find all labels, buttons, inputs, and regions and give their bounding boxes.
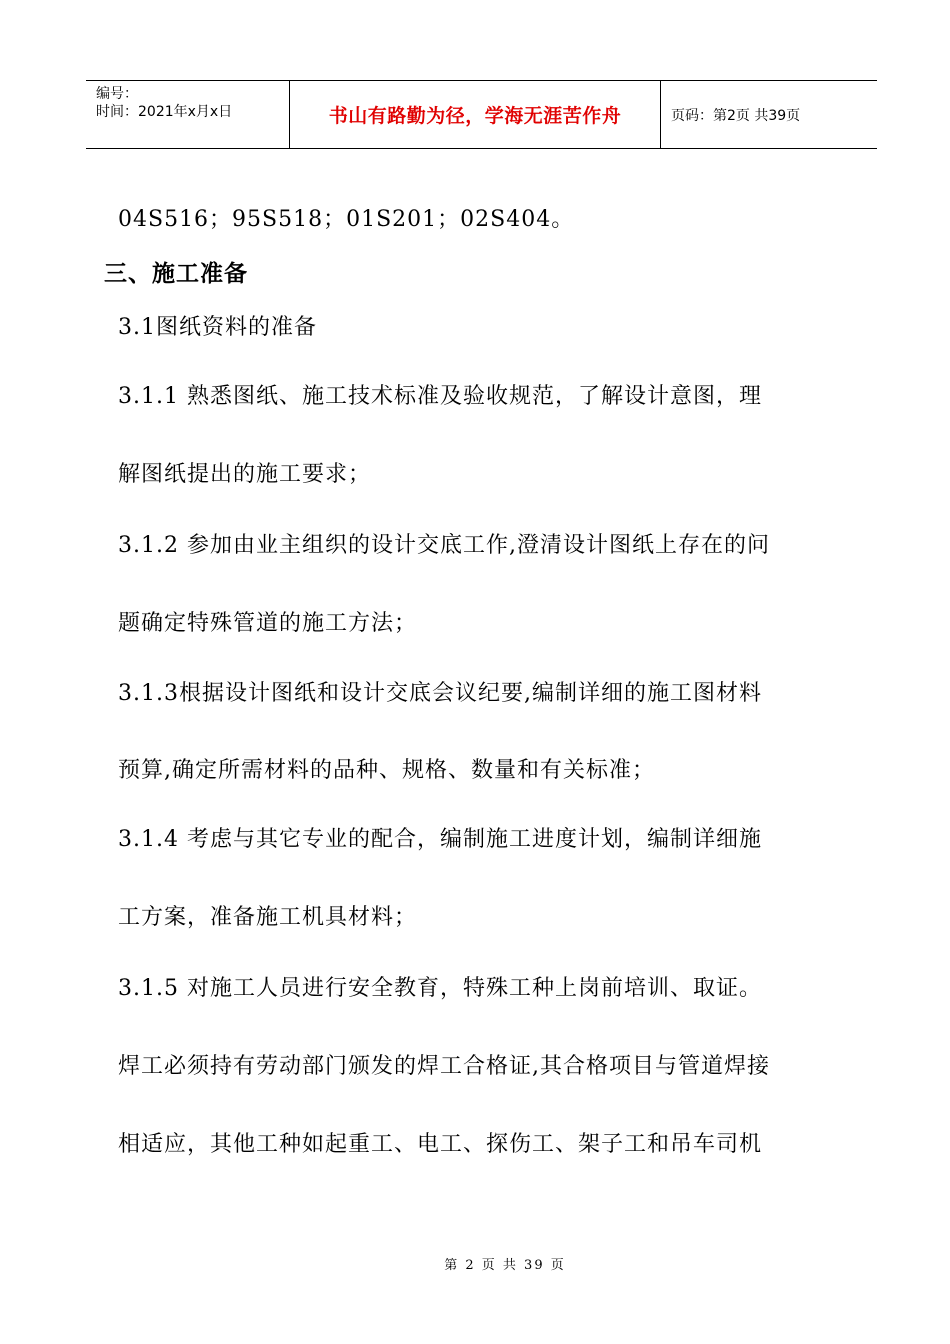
body-line: 3.1.3根据设计图纸和设计交底会议纪要,编制详细的施工图材料 bbox=[118, 681, 762, 706]
body-line: 3.1.5 对施工人员进行安全教育，特殊工种上岗前培训、取证。 bbox=[118, 976, 762, 1001]
body-line: 3.1.2 参加由业主组织的设计交底工作,澄清设计图纸上存在的问 bbox=[118, 533, 770, 558]
document-number: 编号： bbox=[96, 86, 138, 102]
body-line: 解图纸提出的施工要求； bbox=[118, 462, 372, 487]
body-line: 题确定特殊管道的施工方法； bbox=[118, 611, 418, 636]
body-line: 3.1.4 考虑与其它专业的配合，编制施工进度计划，编制详细施 bbox=[118, 827, 762, 852]
body-line: 3.1.1 熟悉图纸、施工技术标准及验收规范，了解设计意图，理 bbox=[118, 384, 762, 409]
body-line: 预算,确定所需材料的品种、规格、数量和有关标准； bbox=[118, 758, 655, 783]
body-line: 焊工必须持有劳动部门颁发的焊工合格证,其合格项目与管道焊接 bbox=[118, 1054, 770, 1079]
body-line: 相适应，其他工种如起重工、电工、探伤工、架子工和吊车司机 bbox=[118, 1132, 763, 1157]
subsection-heading: 3.1图纸资料的准备 bbox=[118, 315, 317, 340]
section-heading: 三、施工准备 bbox=[104, 261, 248, 287]
body-line: 04S516；95S518；01S201；02S404。 bbox=[118, 207, 575, 232]
body-line: 工方案，准备施工机具材料； bbox=[118, 905, 418, 930]
header-meta bbox=[86, 81, 290, 148]
header-page-info: 页码：第2页 共39页 bbox=[671, 107, 801, 124]
header-motto: 书山有路勤为径，学海无涯苦作舟 bbox=[290, 81, 661, 148]
document-time: 时间：2021年x月x日 bbox=[96, 104, 233, 120]
page-header bbox=[86, 80, 877, 149]
page-footer: 第 2 页 共 39 页 bbox=[444, 1258, 566, 1273]
